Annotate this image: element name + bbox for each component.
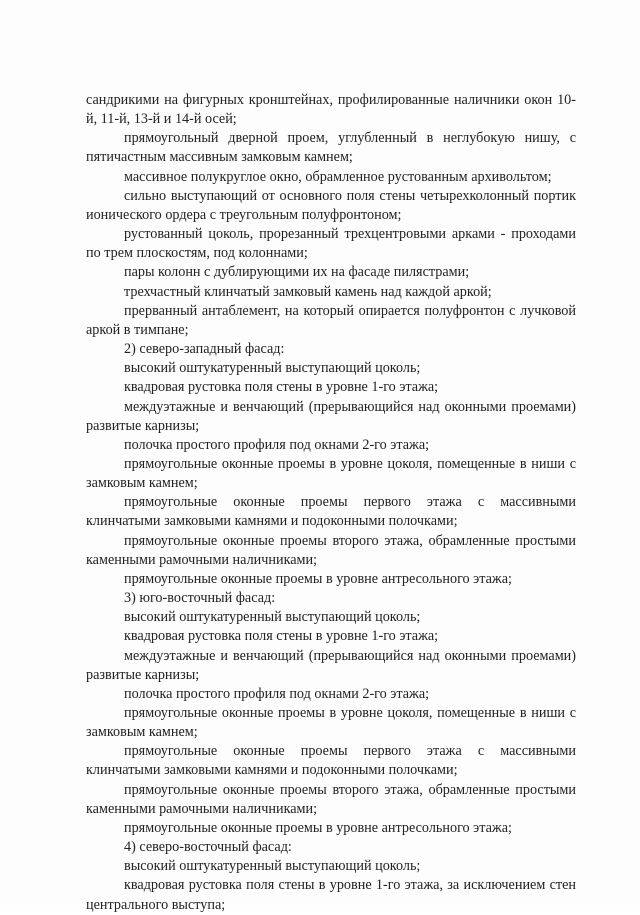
list-item-keystone: трехчастный клинчатый замковый камень над каждой аркой; xyxy=(124,283,492,300)
list-item-plinth: высокий оштукатуренный выступающий цоколь; xyxy=(124,858,421,875)
list-item-shelf: полочка простого профиля под окнами 2-го этажа; xyxy=(124,685,430,702)
list-item-semicircular-window: массивное полукруглое окно, обрамленное рустованным архивольтом; xyxy=(124,168,552,185)
list-item-second-floor-windows: прямоугольные оконные проемы второго этажа, обрамленные простыми каменными рамочными наличниками; xyxy=(86,532,576,568)
list-item-entablature: прерванный антаблемент, на который опирается полуфронтон с лучковой аркой в тимпане; xyxy=(86,302,576,338)
list-item-plinth: высокий оштукатуренный выступающий цоколь; xyxy=(124,360,421,377)
list-item-plinth-windows: прямоугольные оконные проемы в уровне цоколя, помещенные в ниши с замковым камнем; xyxy=(86,705,576,741)
list-item-plinth: высокий оштукатуренный выступающий цоколь; xyxy=(124,609,421,626)
section-heading-northwest-facade: 2) северо-западный фасад: xyxy=(124,341,285,358)
document-body xyxy=(86,91,576,915)
list-item-first-floor-windows: прямоугольные оконные проемы первого этажа с массивными клинчатыми замковыми камнями и подоконными полочками; xyxy=(86,494,576,530)
list-item-rustication-except-center: квадровая рустовка поля стены в уровне 1-го этажа, за исключением стен центрального выступа; xyxy=(86,877,576,913)
list-item-mezzanine-windows: прямоугольные оконные проемы в уровне антресольного этажа; xyxy=(124,570,512,587)
list-item-second-floor-windows: прямоугольные оконные проемы второго этажа, обрамленные простыми каменными рамочными наличниками; xyxy=(86,781,576,817)
list-item-rustication: квадровая рустовка поля стены в уровне 1-го этажа; xyxy=(124,379,439,396)
list-item-plinth-windows: прямоугольные оконные проемы в уровне цоколя, помещенные в ниши с замковым камнем; xyxy=(86,455,576,492)
list-item-first-floor-windows: прямоугольные оконные проемы первого этажа с массивными клинчатыми замковыми камнями и подоконными полочками; xyxy=(86,743,576,779)
list-item-door-opening: прямоугольный дверной проем, углубленный в неглубокую нишу, с пятичастным массивным замковым камнем; xyxy=(86,130,576,166)
list-item-cornices: междуэтажные и венчающий (прерывающийся над оконными проемами) развитые карнизы; xyxy=(86,647,576,683)
list-item-shelf: полочка простого профиля под окнами 2-го этажа; xyxy=(124,436,430,453)
list-item-mezzanine-windows: прямоугольные оконные проемы в уровне антресольного этажа; xyxy=(124,819,512,836)
list-item-cornices: междуэтажные и венчающий (прерывающийся над оконными проемами) развитые карнизы; xyxy=(86,398,576,434)
paragraph-continuation: сандрикими на фигурных кронштейнах, профилированные наличники окон 10-й, 11-й, 13-й и 14-й осей; xyxy=(86,92,576,128)
list-item-column-pairs: пары колонн с дублирующими их на фасаде пилястрами; xyxy=(124,264,470,281)
list-item-rustication: квадровая рустовка поля стены в уровне 1-го этажа; xyxy=(124,628,439,645)
section-heading-northeast-facade: 4) северо-восточный фасад: xyxy=(124,839,292,856)
section-heading-southeast-facade: 3) юго-восточный фасад: xyxy=(124,590,276,607)
list-item-ionic-portico: сильно выступающий от основного поля стены четырехколонный портик ионического ордера с треугольным полуфронтоном; xyxy=(86,187,576,223)
list-item-rusticated-plinth: рустованный цоколь, прорезанный трехцентровыми арками - проходами по трем плоскостям, под колоннами; xyxy=(86,226,576,262)
